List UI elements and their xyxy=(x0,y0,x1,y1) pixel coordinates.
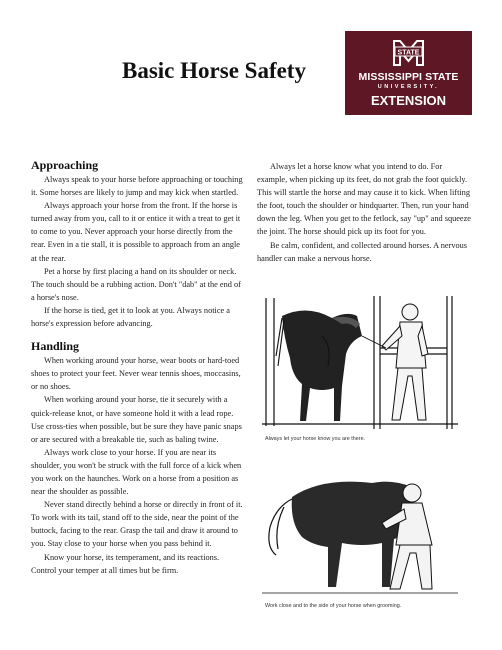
msu-seal-icon xyxy=(392,37,425,69)
page-title: Basic Horse Safety xyxy=(122,58,306,83)
figure-caption-2: Work close and to the side of your horse when grooming. xyxy=(265,603,402,609)
approaching-heading: Approaching xyxy=(31,158,99,172)
figure-caption-1: Always let your horse know you are there. xyxy=(265,436,366,442)
seal-text: STATE xyxy=(397,49,420,57)
handling-paragraph: Never stand directly behind a horse or directly in front of it. To work with its tail, stand off to the side, near the point of the buttock, facing to the rear. Grasp the tail and draw it around to you. Stay close to your horse when you pass behind it. xyxy=(31,500,243,549)
right-paragraph: Always let a horse know what you intend to do. For example, when picking up its feet, do not grab the foot quickly. This will startle the horse and may cause it to kick. When lifting the foot, touch the shoulder or hindquarter. Then, run your hand down the leg. When you get to the fetlock, say "up" and squeeze the joint. The horse should pick up its foot for you. xyxy=(257,162,471,237)
logo-line-3: EXTENSION xyxy=(370,93,447,108)
approaching-paragraph: Pet a horse by first placing a hand on its shoulder or neck. The touch should be a rubbing action. Don't "dab" at the end of a horse's nose. xyxy=(31,266,241,302)
handling-paragraph: When working around your horse, wear boots or hard-toed shoes to protect your feet. Never wear tennis shoes, moccasins, or no shoes. xyxy=(31,356,241,392)
approaching-paragraph: If the horse is tied, get it to look at you. Always notice a horse's expression before advancing. xyxy=(31,305,230,329)
msu-extension-logo xyxy=(345,31,472,115)
logo-line-2: UNIVERSITY. xyxy=(377,84,440,90)
approaching-paragraph: Always speak to your horse before approaching or touching it. Some horses are likely to jump and may kick when startled. xyxy=(31,175,243,198)
right-paragraph: Be calm, confident, and collected around horses. A nervous handler can make a nervous horse. xyxy=(257,240,467,263)
handling-paragraph: Always work close to your horse. If you are near its shoulder, you won't be struck with the full force of a kick when you work on the haunches. Work on a horse from a position as near the shoulder as possible. xyxy=(31,447,242,497)
approaching-paragraph: Always approach your horse from the front. If the horse is turned away from you, call to it or entice it with a treat to get it to come to you. Never approach your horse directly from the rear. Even in a tie stall, it is possible to approach from an angle at the rear. xyxy=(31,201,241,263)
right-column xyxy=(257,160,473,265)
logo-line-1: MISSISSIPPI STATE xyxy=(358,71,459,83)
grooming-horse-illustration xyxy=(262,467,458,597)
horse-in-stall-illustration xyxy=(262,296,458,429)
handling-heading: Handling xyxy=(31,339,80,354)
handling-paragraph: Know your horse, its temperament, and its reactions. Control your temper at all times but be firm. xyxy=(31,552,220,575)
handling-paragraph: When working around your horse, tie it securely with a quick-release knot, or have someone hold it with a lead rope. Use cross-ties when possible, but be sure they have panic snaps or are secured with a breakable tie, such as baling twine. xyxy=(31,395,242,444)
left-column xyxy=(31,158,246,577)
